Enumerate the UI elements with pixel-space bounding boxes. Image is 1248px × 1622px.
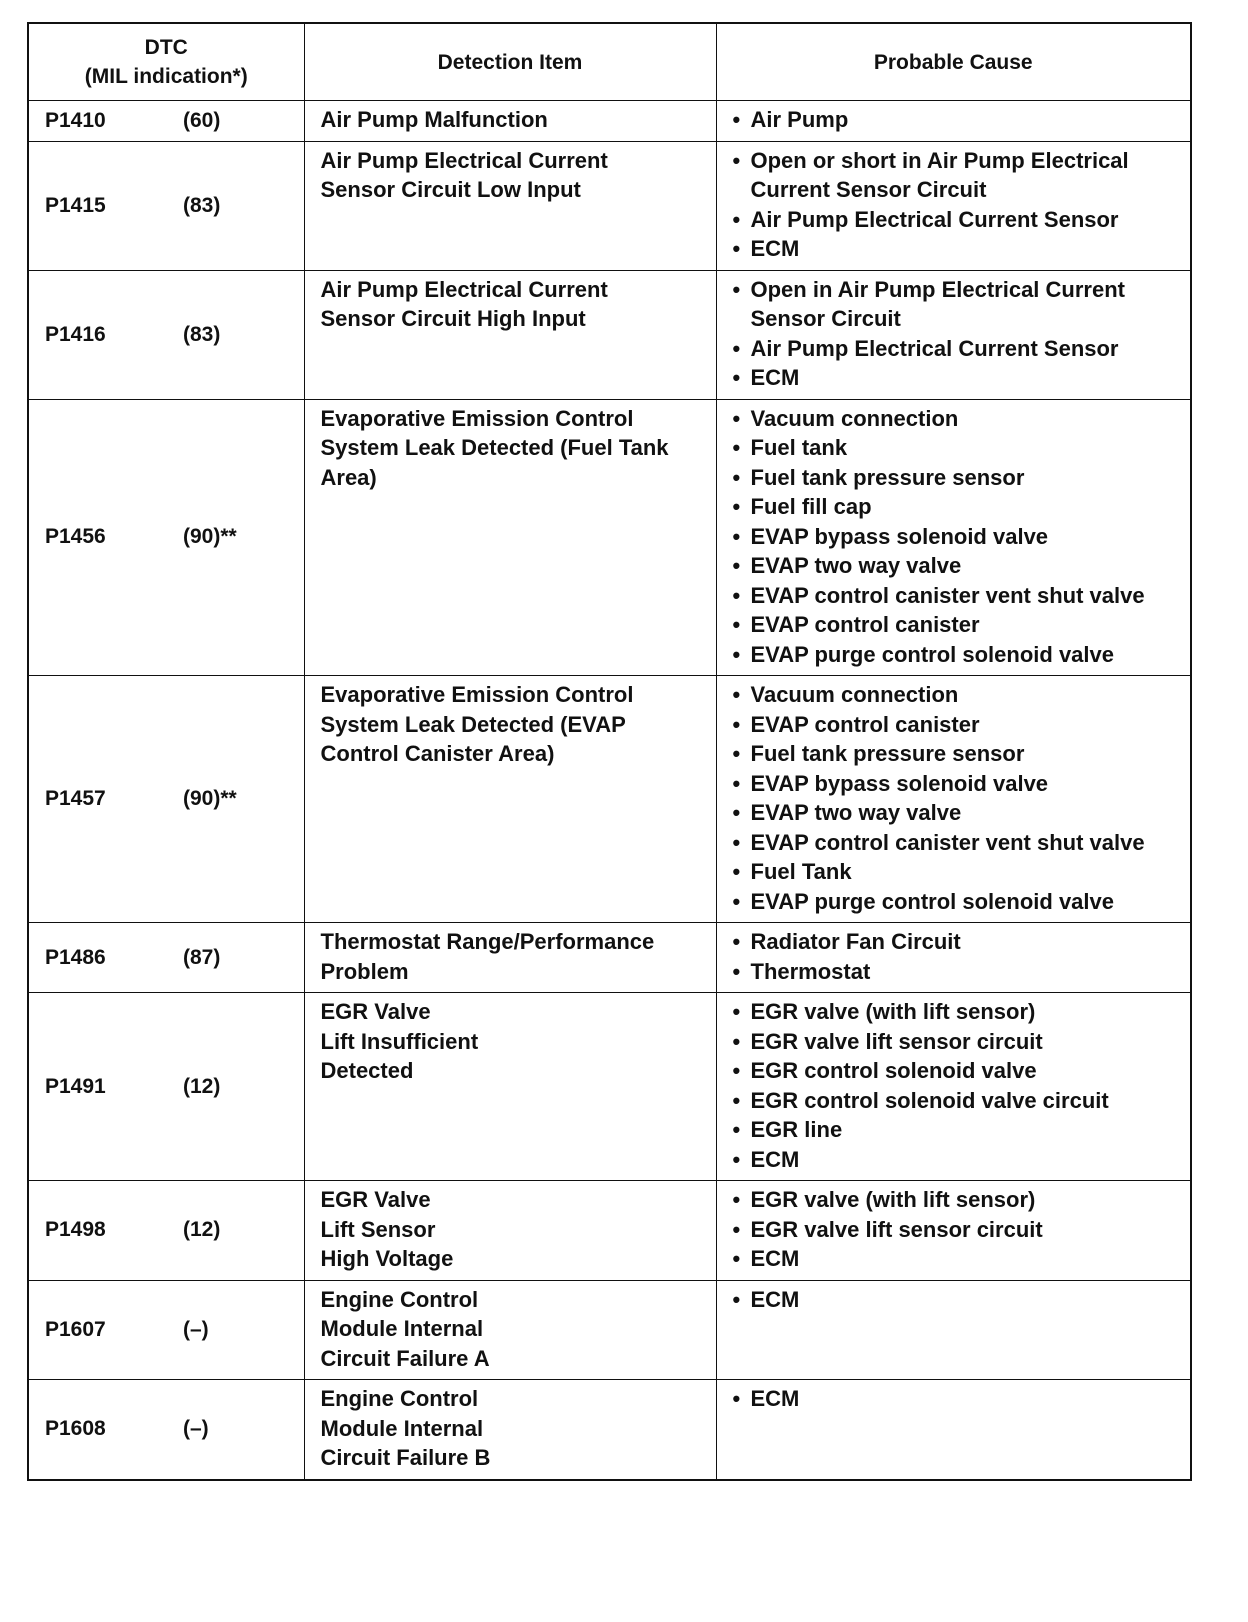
cause-item [733,1086,1183,1116]
cause-text: Thermostat [750,958,871,984]
cause-item [733,363,1183,393]
probable-cause-cell [716,141,1191,270]
cause-text: Fuel tank pressure sensor [750,464,1025,490]
bullet-icon: • [732,770,741,796]
table-row [28,993,1191,1181]
bullet-icon: • [732,1028,741,1054]
cause-item [733,769,1183,799]
detection-item-line: Air Pump Malfunction [320,107,548,132]
cause-text: EGR valve lift sensor circuit [750,1028,1043,1054]
dtc-cell [28,923,304,993]
bullet-icon: • [732,929,741,954]
dtc-code: P1608 [45,1417,106,1441]
cause-item [733,739,1183,769]
detection-item-line: Problem [320,958,409,984]
cause-item [733,205,1183,235]
bullet-icon: • [732,741,741,766]
cause-text: Vacuum connection [750,405,959,431]
mil-indication: (87) [183,945,221,969]
table-body [28,101,1191,1480]
cause-item [733,828,1183,858]
cause-text: EVAP control canister [750,711,980,737]
dtc-code: P1415 [45,193,106,217]
probable-cause-cell [716,399,1191,676]
detection-item-cell [304,1280,716,1380]
cause-text: EGR valve (with lift sensor) [750,999,1036,1024]
detection-item-line: Circuit Failure B [320,1445,491,1470]
detection-item-line: Engine Control [320,1386,479,1411]
cause-text: EGR valve (with lift sensor) [750,1187,1036,1212]
cause-item [733,1115,1183,1145]
cause-text: Vacuum connection [750,682,959,707]
cause-item [733,927,1183,957]
detection-item-cell [304,993,716,1181]
detection-item-line: Engine Control [320,1286,479,1312]
mil-indication: (12) [183,1218,221,1242]
cause-item [733,404,1183,434]
cause-text: Air Pump [750,107,849,132]
dtc-code: P1491 [45,1074,106,1098]
detection-item-line: High Voltage [320,1246,454,1271]
cause-item [733,1145,1183,1175]
table-row [28,1181,1191,1281]
mil-indication: (–) [183,1417,209,1441]
bullet-icon: • [732,365,741,390]
dtc-cell [28,141,304,270]
cause-item [733,522,1183,552]
bullet-icon: • [732,523,741,549]
cause-item [733,1215,1183,1245]
probable-cause-cell [716,1280,1191,1380]
cause-text: ECM [750,1286,800,1312]
bullet-icon: • [732,999,741,1024]
mil-indication: (83) [183,193,221,217]
table-row [28,101,1191,142]
dtc-code: P1456 [45,525,106,549]
cause-text: EGR line [750,1117,843,1142]
cause-item [733,1185,1183,1215]
cause-text: EGR valve lift sensor circuit [750,1216,1043,1242]
cause-text: Fuel fill cap [750,494,872,519]
dtc-code: P1498 [45,1218,106,1242]
dtc-cell [28,676,304,923]
bullet-icon: • [732,1286,741,1312]
cause-text: EGR control solenoid valve circuit [750,1087,1109,1113]
cause-item [733,105,1183,135]
cause-text: Current Sensor Circuit [750,177,987,202]
cause-item [733,581,1183,611]
bullet-icon: • [732,1058,741,1083]
bullet-icon: • [732,1146,741,1172]
header-dtc-line2: (MIL indication*) [84,65,248,88]
probable-cause-cell [716,993,1191,1181]
cause-item [733,857,1183,887]
dtc-cell [28,270,304,399]
dtc-code: P1410 [45,108,106,132]
detection-item-line: EGR Valve [320,999,431,1024]
detection-item-cell [304,1380,716,1480]
detection-item-cell [304,101,716,142]
cause-text: Fuel Tank [750,859,852,884]
cause-text: Radiator Fan Circuit [750,929,961,954]
detection-item-line: Module Internal [320,1316,484,1341]
header-detection-item: Detection Item [304,23,716,101]
bullet-icon: • [732,464,741,490]
dtc-cell [28,993,304,1181]
cause-text: ECM [750,1386,800,1411]
cause-text: Open or short in Air Pump Electrical [750,147,1129,173]
bullet-icon: • [732,435,741,460]
detection-item-line: Module Internal [320,1415,484,1441]
cause-item [733,1244,1183,1274]
cause-text: ECM [750,236,800,261]
probable-cause-cell [716,1380,1191,1480]
bullet-icon: • [732,800,741,825]
dtc-code: P1416 [45,322,106,346]
bullet-icon: • [732,1087,741,1113]
table-row [28,676,1191,923]
cause-text: ECM [750,1146,800,1172]
bullet-icon: • [732,553,741,578]
cause-text: ECM [750,1246,800,1271]
bullet-icon: • [732,1246,741,1271]
bullet-icon: • [732,888,741,914]
detection-item-line: Sensor Circuit Low Input [320,177,581,202]
cause-text: EVAP bypass solenoid valve [750,523,1049,549]
cause-item [733,957,1183,987]
probable-cause-cell [716,101,1191,142]
bullet-icon: • [732,641,741,667]
header-probable-cause: Probable Cause [716,23,1191,101]
detection-item-line: Lift Insufficient [320,1028,479,1054]
detection-item-cell [304,270,716,399]
cause-item [733,680,1183,710]
bullet-icon: • [732,335,741,361]
probable-cause-cell [716,270,1191,399]
cause-item [733,234,1183,264]
mil-indication: (83) [183,322,221,346]
bullet-icon: • [732,859,741,884]
detection-item-cell [304,1181,716,1281]
probable-cause-cell [716,676,1191,923]
cause-text: Open in Air Pump Electrical Current [750,276,1125,302]
dtc-code: P1457 [45,787,106,810]
cause-text: EVAP two way valve [750,800,962,825]
bullet-icon: • [732,1187,741,1212]
detection-item-line: Area) [320,464,377,490]
detection-item-line: Air Pump Electrical Current [320,276,608,302]
table-row [28,1380,1191,1480]
bullet-icon: • [732,206,741,232]
cause-text: Air Pump Electrical Current Sensor [750,206,1119,232]
detection-item-line: Circuit Failure A [320,1345,490,1371]
cause-text: EVAP control canister vent shut valve [750,829,1145,855]
cause-item [733,334,1183,364]
detection-item-cell [304,923,716,993]
header-dtc [28,23,304,101]
detection-item-line: EGR Valve [320,1187,431,1212]
cause-item [733,610,1183,640]
mil-indication: (–) [183,1317,209,1341]
dtc-cell [28,1280,304,1380]
dtc-table [27,22,1192,1481]
bullet-icon: • [732,494,741,519]
cause-item [733,1285,1183,1315]
detection-item-line: Detected [320,1058,414,1083]
bullet-icon: • [732,682,741,707]
detection-item-cell [304,676,716,923]
cause-text: Sensor Circuit [750,306,901,331]
table-row [28,270,1191,399]
detection-item-line: Thermostat Range/Performance [320,929,655,954]
cause-text: EGR control solenoid valve [750,1058,1037,1083]
bullet-icon: • [732,1216,741,1242]
bullet-icon: • [732,1386,741,1411]
cause-text: Fuel tank pressure sensor [750,741,1025,766]
cause-item [733,887,1183,917]
dtc-cell [28,1181,304,1281]
dtc-code: P1607 [45,1317,106,1341]
table-row [28,141,1191,270]
bullet-icon: • [732,236,741,261]
bullet-icon: • [732,1117,741,1142]
detection-item-line: Air Pump Electrical Current [320,147,608,173]
header-dtc-line1: DTC [144,36,188,59]
table-row [28,399,1191,676]
detection-item-line: Control Canister Area) [320,741,555,766]
cause-text: Fuel tank [750,435,848,460]
mil-indication: (90)** [183,787,237,810]
dtc-cell [28,101,304,142]
dtc-code: P1486 [45,945,106,969]
cause-text: EVAP control canister vent shut valve [750,582,1145,608]
detection-item-line: Evaporative Emission Control [320,682,634,707]
cause-item [733,433,1183,463]
bullet-icon: • [732,711,741,737]
mil-indication: (12) [183,1074,221,1098]
cause-item [733,798,1183,828]
cause-text: Air Pump Electrical Current Sensor [750,335,1119,361]
probable-cause-cell [716,923,1191,993]
detection-item-line: Evaporative Emission Control [320,405,634,431]
cause-item [733,710,1183,740]
cause-item [733,551,1183,581]
cause-text: EVAP two way valve [750,553,962,578]
dtc-cell [28,1380,304,1480]
bullet-icon: • [732,405,741,431]
detection-item-cell [304,141,716,270]
bullet-icon: • [732,276,741,302]
cause-text: ECM [750,365,800,390]
detection-item-line: Sensor Circuit High Input [320,306,586,331]
dtc-cell [28,399,304,676]
cause-item [733,1384,1183,1414]
cause-item [733,275,1183,334]
cause-item [733,997,1183,1027]
mil-indication: (90)** [183,525,237,549]
cause-text: EVAP bypass solenoid valve [750,770,1049,796]
detection-item-line: System Leak Detected (Fuel Tank [320,435,669,460]
header-row [28,23,1191,101]
cause-item [733,1056,1183,1086]
bullet-icon: • [732,147,741,173]
bullet-icon: • [732,958,741,984]
detection-item-cell [304,399,716,676]
table-row [28,1280,1191,1380]
detection-item-line: System Leak Detected (EVAP [320,711,626,737]
bullet-icon: • [732,612,741,637]
cause-item [733,640,1183,670]
cause-item [733,1027,1183,1057]
probable-cause-cell [716,1181,1191,1281]
bullet-icon: • [732,582,741,608]
cause-item [733,146,1183,205]
cause-text: EVAP purge control solenoid valve [750,888,1114,914]
detection-item-line: Lift Sensor [320,1216,436,1242]
table-row [28,923,1191,993]
cause-item [733,492,1183,522]
cause-text: EVAP purge control solenoid valve [750,641,1114,667]
cause-item [733,463,1183,493]
mil-indication: (60) [183,108,221,132]
bullet-icon: • [732,107,741,132]
bullet-icon: • [732,829,741,855]
cause-text: EVAP control canister [750,612,980,637]
